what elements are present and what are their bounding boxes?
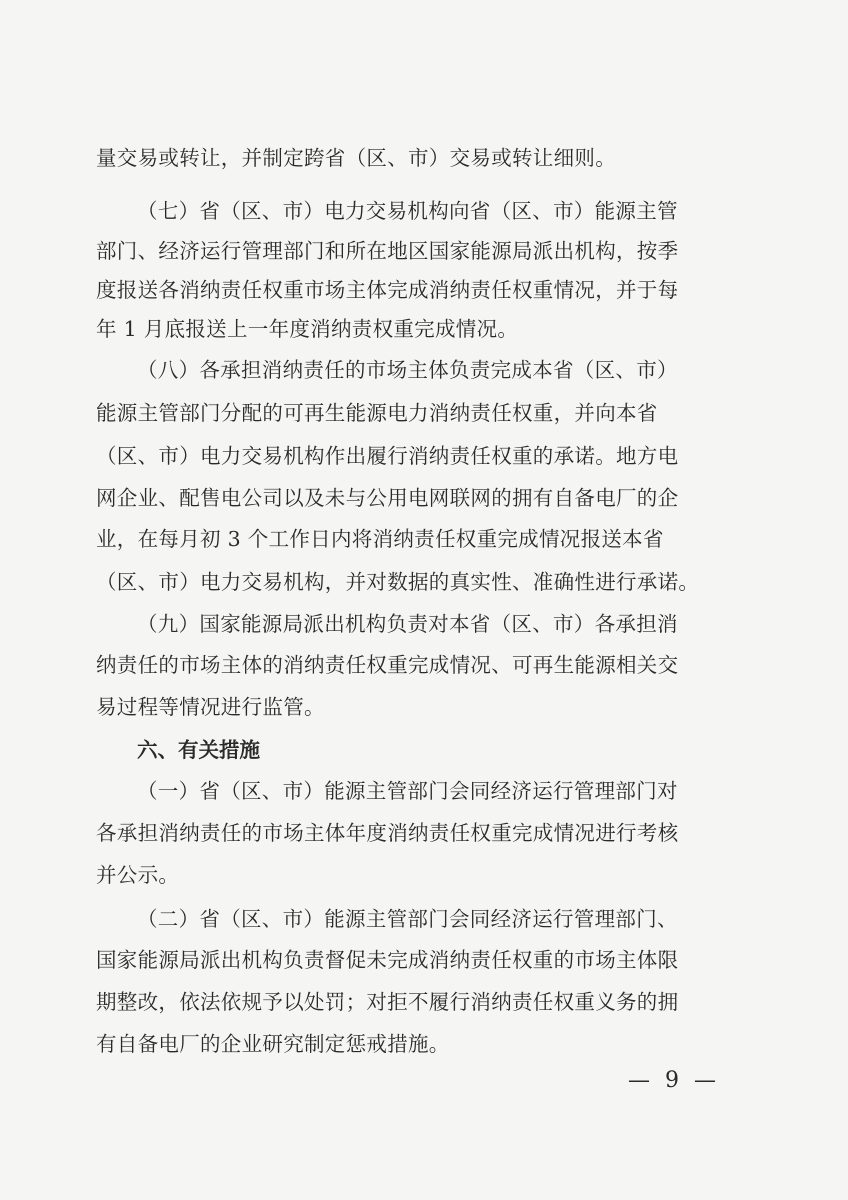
text-line: 有自备电厂的企业研究制定惩戒措施。 (96, 1032, 450, 1056)
text-line: 度报送各消纳责任权重市场主体完成消纳责任权重情况，并于每 (96, 278, 679, 302)
text-line: （二）省（区、市）能源主管部门会同经济运行管理部门、 (137, 907, 678, 931)
text-line: 年 1 月底报送上一年度消纳责权重完成情况。 (96, 317, 519, 341)
text-line: 量交易或转让，并制定跨省（区、市）交易或转让细则。 (96, 146, 616, 170)
text-line: 业，在每月初 3 个工作日内将消纳责任权重完成情况报送本省 (96, 527, 664, 551)
text-line: （区、市）电力交易机构，并对数据的真实性、准确性进行承诺。 (96, 570, 700, 594)
text-line: 纳责任的市场主体的消纳责任权重完成情况、可再生能源相关交 (96, 653, 679, 677)
text-line: 期整改，依法依规予以处罚；对拒不履行消纳责任权重义务的拥 (96, 990, 679, 1014)
text-line: 易过程等情况进行监管。 (96, 695, 325, 719)
text-line: （八）各承担消纳责任的市场主体负责完成本省（区、市） (137, 358, 678, 382)
text-line: 部门、经济运行管理部门和所在地区国家能源局派出机构，按季 (96, 239, 679, 263)
text-line: 国家能源局派出机构负责督促未完成消纳责任权重的市场主体限 (96, 948, 679, 972)
text-line: 网企业、配售电公司以及未与公用电网联网的拥有自备电厂的企 (96, 486, 679, 510)
text-line: 能源主管部门分配的可再生能源电力消纳责任权重，并向本省 (96, 401, 658, 425)
text-line: 各承担消纳责任的市场主体年度消纳责任权重完成情况进行考核 (96, 821, 679, 845)
text-line: （区、市）电力交易机构作出履行消纳责任权重的承诺。地方电 (96, 444, 679, 468)
text-line: （七）省（区、市）电力交易机构向省（区、市）能源主管 (137, 199, 678, 223)
page-number: — 9 — (628, 1068, 720, 1093)
section-heading: 六、有关措施 (137, 738, 260, 762)
text-line: 并公示。 (96, 863, 180, 887)
text-line: （一）省（区、市）能源主管部门会同经济运行管理部门对 (137, 779, 678, 803)
text-line: （九）国家能源局派出机构负责对本省（区、市）各承担消 (137, 612, 678, 636)
